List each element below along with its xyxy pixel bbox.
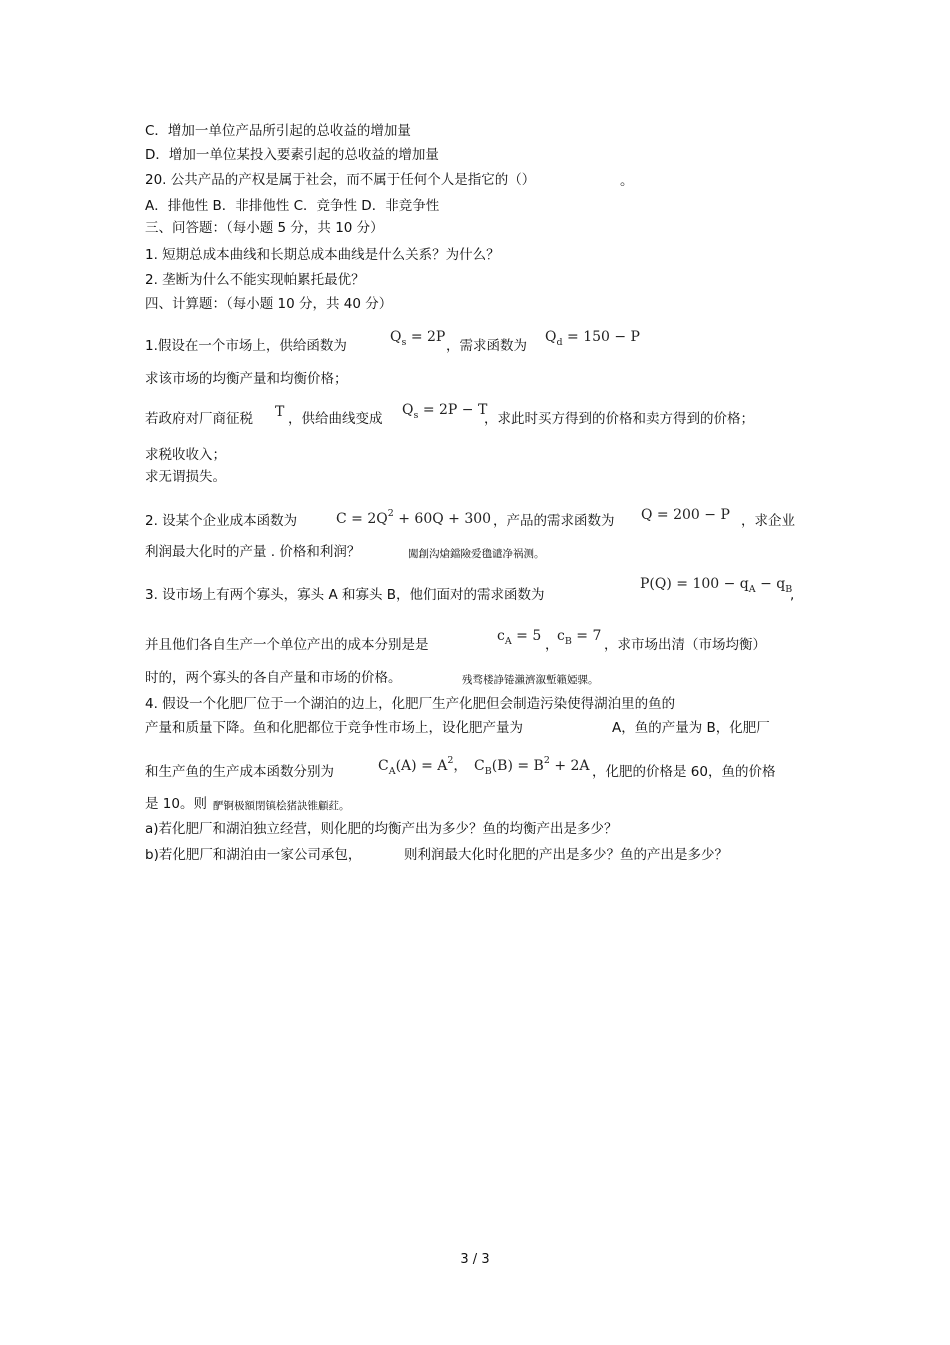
p3-garble: 残骛楼諍锩瀨濟溆塹籟婭骒。 xyxy=(462,674,599,686)
p3-comma: , xyxy=(790,587,795,603)
p1-line3-a: 若政府对厂商征税 xyxy=(145,411,253,427)
p1-intro-a: 1.假设在一个市场上，供给函数为 xyxy=(145,338,347,354)
p2-demand-formula: Q = 200 − P xyxy=(641,507,730,523)
p1-supply-tax-formula: $Q_s = 2P - T$ xyxy=(402,402,488,421)
question-20-options: A．排他性 B．非排他性 C．竞争性 D．非竞争性 xyxy=(145,198,440,214)
p4-line2-a: 产量和质量下降。鱼和化肥都位于竞争性市场上，设化肥产量为 xyxy=(145,720,523,736)
p1-intro-b: ，需求函数为 xyxy=(446,338,527,354)
p4-question-a: a)若化肥厂和湖泊独立经营，则化肥的均衡产出为多少？鱼的均衡产出是多少？ xyxy=(145,821,618,837)
p4-line3-a: 和生产鱼的生产成本函数分别为 xyxy=(145,764,334,780)
p4-ca-formula: $C_A(A) = A^2$， xyxy=(378,755,468,777)
p3-a: 3. 设市场上有两个寡头，寡头 A 和寡头 B，他们面对的需求函数为 xyxy=(145,587,545,603)
p1-line2: 求该市场的均衡产量和均衡价格； xyxy=(145,371,348,387)
p2-line2: 利润最大化时的产量 . 价格和利润？ xyxy=(145,544,361,560)
p2-b: ，产品的需求函数为 xyxy=(493,513,615,529)
question-20-stem: 20. 公共产品的产权是属于社会，而不属于任何个人是指它的（） xyxy=(145,172,536,188)
p3-demand-formula: $P(Q) = 100 - q_A - q_B$ xyxy=(640,576,793,595)
p2-garble: 闖創沟熗鐺險爱氇谴净祸测。 xyxy=(408,548,545,560)
p4-line4: 是 10。则 xyxy=(145,796,207,812)
p4-question-b-b: 则利润最大化时化肥的产出是多少？鱼的产出是多少？ xyxy=(404,847,728,863)
p4-question-b-a: b)若化肥厂和湖泊由一家公司承包， xyxy=(145,847,362,863)
p3-cb-formula: $c_B = 7$ xyxy=(557,628,602,647)
page-number: 3 / 3 xyxy=(460,1252,490,1267)
p4-line3-b: ，化肥的价格是 60，鱼的价格 xyxy=(592,764,776,780)
p3-line3: 时的，两个寡头的各自产量和市场的价格。 xyxy=(145,670,402,686)
p1-tax-symbol: T xyxy=(275,404,285,420)
p1-line3-b: ，供给曲线变成 xyxy=(288,411,383,427)
question-20-end: 。 xyxy=(620,173,634,189)
p3-line2-b: ，求市场出清（市场均衡） xyxy=(604,637,766,653)
p4-line1: 4. 假设一个化肥厂位于一个湖泊的边上，化肥厂生产化肥但会制造污染使得湖泊里的鱼的 xyxy=(145,696,676,712)
p2-cost-formula: $C = 2Q^2 + 60Q + 300$ xyxy=(336,508,492,527)
p4-cb-formula: $C_B(B) = B^2 + 2A$ xyxy=(474,755,590,777)
p3-sep: ， xyxy=(545,637,559,653)
p4-garble: 酽锕极額閉镇桧猪訣锥顧荭。 xyxy=(213,800,350,812)
p1-line4: 求税收收入； xyxy=(145,447,226,463)
p3-ca-formula: $c_A = 5$ xyxy=(497,628,542,647)
p1-supply-formula: $Q_s = 2P$ xyxy=(390,329,446,348)
p2-a: 2. 设某个企业成本函数为 xyxy=(145,513,298,529)
p3-line2: 并且他们各自生产一个单位产出的成本分别是是 xyxy=(145,637,429,653)
option-c: C．增加一单位产品所引起的总收益的增加量 xyxy=(145,123,411,139)
option-d: D．增加一单位某投入要素引起的总收益的增加量 xyxy=(145,147,439,163)
p1-demand-formula: $Q_d = 150 - P$ xyxy=(545,329,640,348)
p2-c: ，求企业 xyxy=(741,513,795,529)
section-3-q1: 1. 短期总成本曲线和长期总成本曲线是什么关系？为什么？ xyxy=(145,247,500,263)
section-4-title: 四、计算题：（每小题 10 分，共 40 分） xyxy=(145,296,393,312)
section-3-q2: 2. 垄断为什么不能实现帕累托最优？ xyxy=(145,272,365,288)
section-3-title: 三、问答题：（每小题 5 分，共 10 分） xyxy=(145,220,384,236)
p1-line3-c: ，求此时买方得到的价格和卖方得到的价格； xyxy=(484,411,754,427)
p4-line2-b: A，鱼的产量为 B，化肥厂 xyxy=(612,720,770,736)
p1-line5: 求无谓损失。 xyxy=(145,469,226,485)
